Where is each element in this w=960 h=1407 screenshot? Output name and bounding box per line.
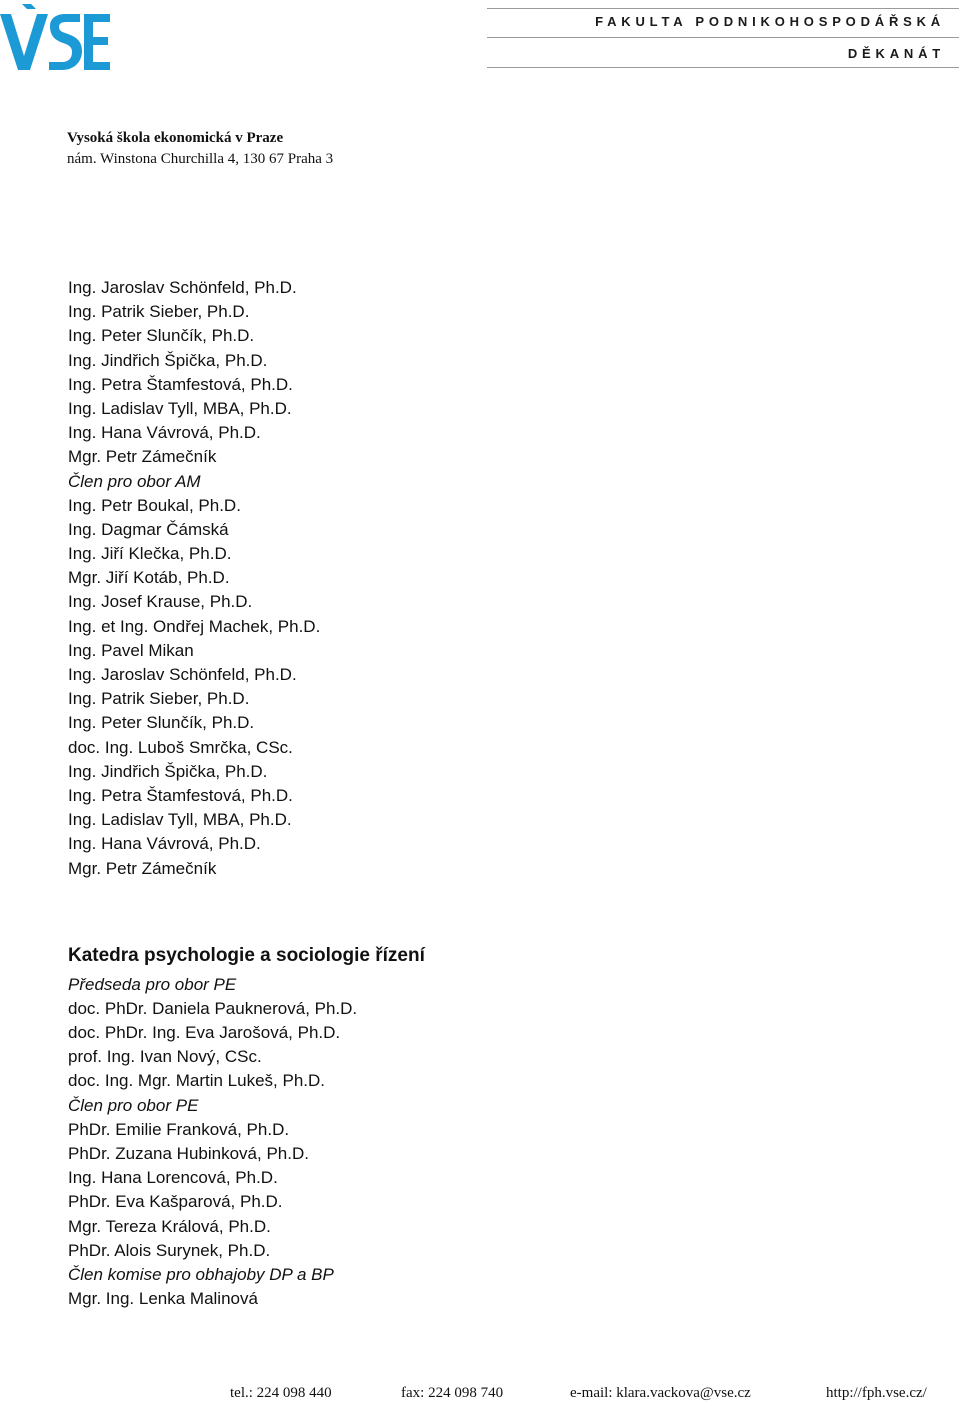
- university-address: [67, 128, 333, 170]
- member-name: Ing. Ladislav Tyll, MBA, Ph.D.: [68, 398, 292, 418]
- footer-fax: fax: 224 098 740: [401, 1385, 504, 1401]
- member-name: Ing. Petra Štamfestová, Ph.D.: [68, 785, 293, 805]
- member-name: Ing. Jaroslav Schönfeld, Ph.D.: [68, 278, 297, 297]
- member-name: doc. PhDr. Daniela Pauknerová, Ph.D.: [68, 998, 358, 1018]
- member-name: doc. Ing. Mgr. Martin Lukeš, Ph.D.: [68, 1071, 326, 1091]
- member-name: Ing. et Ing. Ondřej Machek, Ph.D.: [68, 616, 321, 636]
- office-name: DĚKANÁT: [847, 46, 945, 61]
- vse-logo: [0, 4, 112, 74]
- member-name: PhDr. Alois Surynek, Ph.D.: [68, 1240, 271, 1260]
- member-name: Mgr. Petr Zámečník: [68, 447, 217, 467]
- department-title: Katedra psychologie a sociologie řízení: [68, 944, 425, 966]
- role-heading: Člen pro obor AM: [68, 471, 201, 491]
- member-name: Ing. Petra Štamfestová, Ph.D.: [68, 374, 293, 394]
- footer-phone: tel.: 224 098 440: [230, 1385, 332, 1401]
- member-name: Mgr. Ing. Lenka Malinová: [68, 1289, 258, 1309]
- member-name: Mgr. Petr Zámečník: [68, 858, 217, 878]
- member-name: Ing. Jaroslav Schönfeld, Ph.D.: [68, 665, 297, 684]
- member-name: doc. Ing. Luboš Smrčka, CSc.: [68, 737, 293, 757]
- member-name: Ing. Peter Slunčík, Ph.D.: [68, 326, 255, 346]
- role-heading: Předseda pro obor PE: [68, 974, 237, 994]
- street-address: nám. Winstona Churchilla 4, 130 67 Praha 3: [67, 151, 334, 167]
- member-name: Ing. Jindřich Špička, Ph.D.: [68, 761, 268, 781]
- member-name: PhDr. Zuzana Hubinková, Ph.D.: [68, 1144, 309, 1163]
- role-heading: Člen pro obor PE: [68, 1095, 199, 1115]
- footer-email[interactable]: e-mail: klara.vackova@vse.cz: [570, 1385, 751, 1401]
- university-name: Vysoká škola ekonomická v Praze: [67, 130, 284, 146]
- member-name: Ing. Petr Boukal, Ph.D.: [68, 495, 241, 515]
- member-name: Ing. Hana Vávrová, Ph.D.: [68, 423, 261, 443]
- member-name: Ing. Ladislav Tyll, MBA, Ph.D.: [68, 810, 292, 830]
- member-name: PhDr. Eva Kašparová, Ph.D.: [68, 1192, 283, 1212]
- member-name: prof. Ing. Ivan Nový, CSc.: [68, 1047, 262, 1067]
- member-list: [68, 276, 928, 1311]
- member-name: Mgr. Tereza Králová, Ph.D.: [68, 1216, 271, 1236]
- member-name: Ing. Jindřich Špička, Ph.D.: [68, 350, 268, 370]
- role-heading: Člen komise pro obhajoby DP a BP: [68, 1264, 334, 1284]
- member-name: Ing. Josef Krause, Ph.D.: [68, 592, 253, 612]
- member-name: Ing. Hana Lorencová, Ph.D.: [68, 1168, 278, 1188]
- member-name: Ing. Patrik Sieber, Ph.D.: [68, 689, 250, 709]
- header-rule-bottom: [487, 67, 959, 68]
- page-footer: [0, 1385, 960, 1407]
- department-member-list: [68, 973, 928, 1312]
- member-list-top: [68, 276, 928, 881]
- member-name: Ing. Jiří Klečka, Ph.D.: [68, 544, 232, 564]
- member-name: Ing. Hana Vávrová, Ph.D.: [68, 834, 261, 854]
- member-name: PhDr. Emilie Franková, Ph.D.: [68, 1119, 290, 1139]
- footer-website[interactable]: http://fph.vse.cz/: [826, 1385, 927, 1401]
- header-rule-middle: [487, 37, 959, 38]
- member-name: doc. PhDr. Ing. Eva Jarošová, Ph.D.: [68, 1023, 341, 1043]
- faculty-name: FAKULTA PODNIKOHOSPODÁŘSKÁ: [595, 14, 945, 29]
- member-name: Ing. Dagmar Čámská: [68, 519, 229, 539]
- member-name: Ing. Peter Slunčík, Ph.D.: [68, 713, 255, 733]
- member-name: Ing. Patrik Sieber, Ph.D.: [68, 302, 250, 322]
- header-rule-top: [487, 8, 959, 9]
- member-name: Ing. Pavel Mikan: [68, 640, 194, 660]
- member-name: Mgr. Jiří Kotáb, Ph.D.: [68, 568, 230, 588]
